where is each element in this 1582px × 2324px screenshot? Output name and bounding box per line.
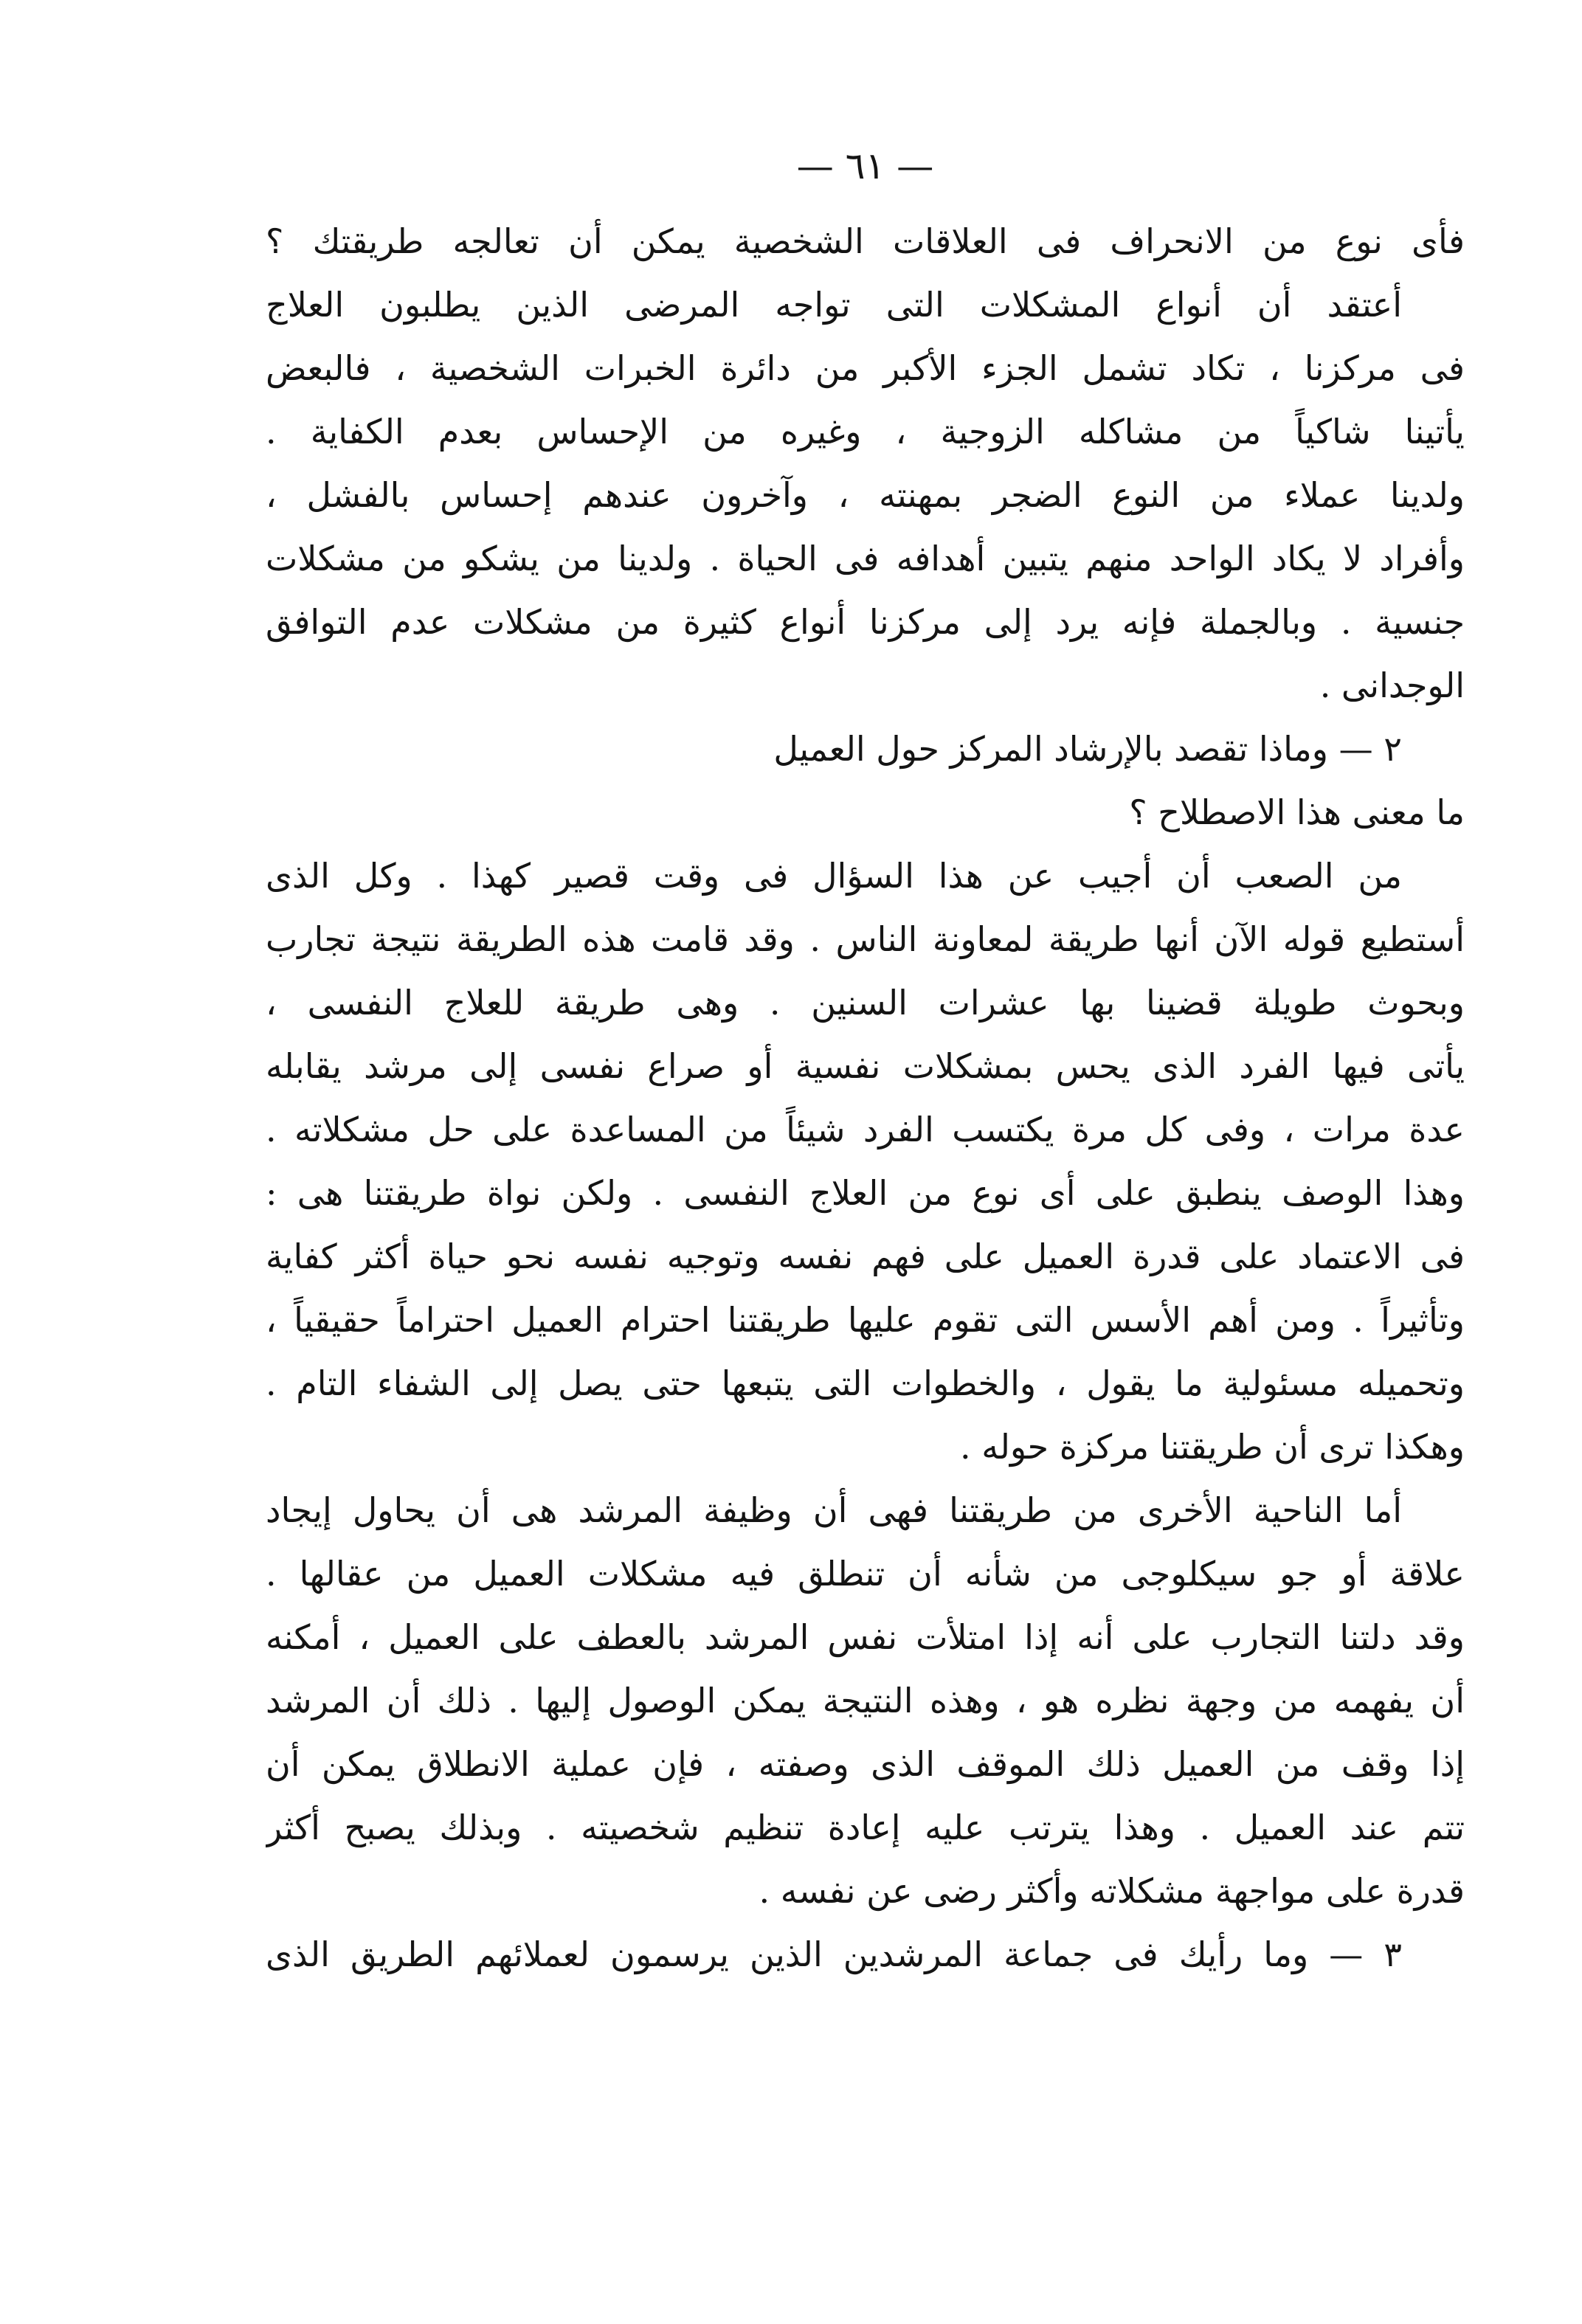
text-line: ما معنى هذا الاصطلاح ؟ <box>1129 792 1465 832</box>
text-line: من الصعب أن أجيب عن هذا السؤال فى وقت قصير كهذا . وكل الذى <box>266 856 1402 896</box>
text-line: يأتينا شاكياً من مشاكله الزوجية ، وغيره من الإحساس بعدم الكفاية . <box>266 412 1465 452</box>
text-line: ٣ — وما رأيك فى جماعة المرشدين الذين يرسمون لعملائهم الطريق الذى <box>266 1934 1402 1974</box>
text-line: أما الناحية الأخرى من طريقتنا فهى أن وظيفة المرشد هى أن يحاول إيجاد <box>266 1490 1402 1530</box>
text-line: قدرة على مواجهة مشكلاته وأكثر رضى عن نفسه . <box>759 1871 1465 1911</box>
text-line: وهذا الوصف ينطبق على أى نوع من العلاج النفسى . ولكن نواة طريقتنا هى : <box>266 1173 1465 1213</box>
text-line: ولدينا عملاء من النوع الضجر بمهنته ، وآخرون عندهم إحساس بالفشل ، <box>266 475 1465 515</box>
text-line: وتحميله مسئولية ما يقول ، والخطوات التى يتبعها حتى يصل إلى الشفاء التام . <box>266 1363 1465 1403</box>
text-line: أن يفهمه من وجهة نظره هو ، وهذه النتيجة يمكن الوصول إليها . ذلك أن المرشد <box>266 1681 1465 1720</box>
text-line: يأتى فيها الفرد الذى يحس بمشكلات نفسية أو صراع نفسى إلى مرشد يقابله <box>266 1046 1465 1086</box>
page-number: — ٦١ — <box>796 145 934 187</box>
text-line: علاقة أو جو سيكلوجى من شأنه أن تنطلق فيه مشكلات العميل من عقالها . <box>266 1554 1465 1594</box>
text-line: عدة مرات ، وفى كل مرة يكتسب الفرد شيئاً من المساعدة على حل مشكلاته . <box>266 1110 1465 1149</box>
text-line: الوجدانى . <box>1319 665 1465 705</box>
text-line: إذا وقف من العميل ذلك الموقف الذى وصفته ، فإن عملية الانطلاق يمكن أن <box>266 1744 1465 1784</box>
text-line: ٢ — وماذا تقصد بالإرشاد المركز حول العميل <box>773 729 1402 769</box>
body-text <box>266 210 1465 1986</box>
text-line: فى مركزنا ، تكاد تشمل الجزء الأكبر من دائرة الخبرات الشخصية ، فالبعض <box>266 348 1465 388</box>
book-page <box>266 140 1465 1986</box>
text-line: وقد دلتنا التجارب على أنه إذا امتلأت نفس المرشد بالعطف على العميل ، أمكنه <box>266 1617 1465 1657</box>
text-line: فأى نوع من الانحراف فى العلاقات الشخصية يمكن أن تعالجه طريقتك ؟ <box>266 221 1465 261</box>
text-line: وتأثيراً . ومن أهم الأسس التى تقوم عليها طريقتنا احترام العميل احتراماً حقيقياً ، <box>266 1300 1465 1340</box>
text-line: وأفراد لا يكاد الواحد منهم يتبين أهدافه فى الحياة . ولدينا من يشكو من مشكلات <box>266 539 1465 578</box>
text-line: جنسية . وبالجملة فإنه يرد إلى مركزنا أنواع كثيرة من مشكلات عدم التوافق <box>266 602 1465 642</box>
text-line: وهكذا ترى أن طريقتنا مركزة حوله . <box>959 1427 1465 1467</box>
text-line: فى الاعتماد على قدرة العميل على فهم نفسه وتوجيه نفسه نحو حياة أكثر كفاية <box>266 1237 1465 1276</box>
text-line: تتم عند العميل . وهذا يترتب عليه إعادة تنظيم شخصيته . وبذلك يصبح أكثر <box>266 1808 1465 1847</box>
text-line: أعتقد أن أنواع المشكلات التى تواجه المرضى الذين يطلبون العلاج <box>266 285 1402 325</box>
text-line: وبحوث طويلة قضينا بها عشرات السنين . وهى طريقة للعلاج النفسى ، <box>266 983 1465 1023</box>
text-line: أستطيع قوله الآن أنها طريقة لمعاونة الناس . وقد قامت هذه الطريقة نتيجة تجارب <box>266 919 1465 959</box>
